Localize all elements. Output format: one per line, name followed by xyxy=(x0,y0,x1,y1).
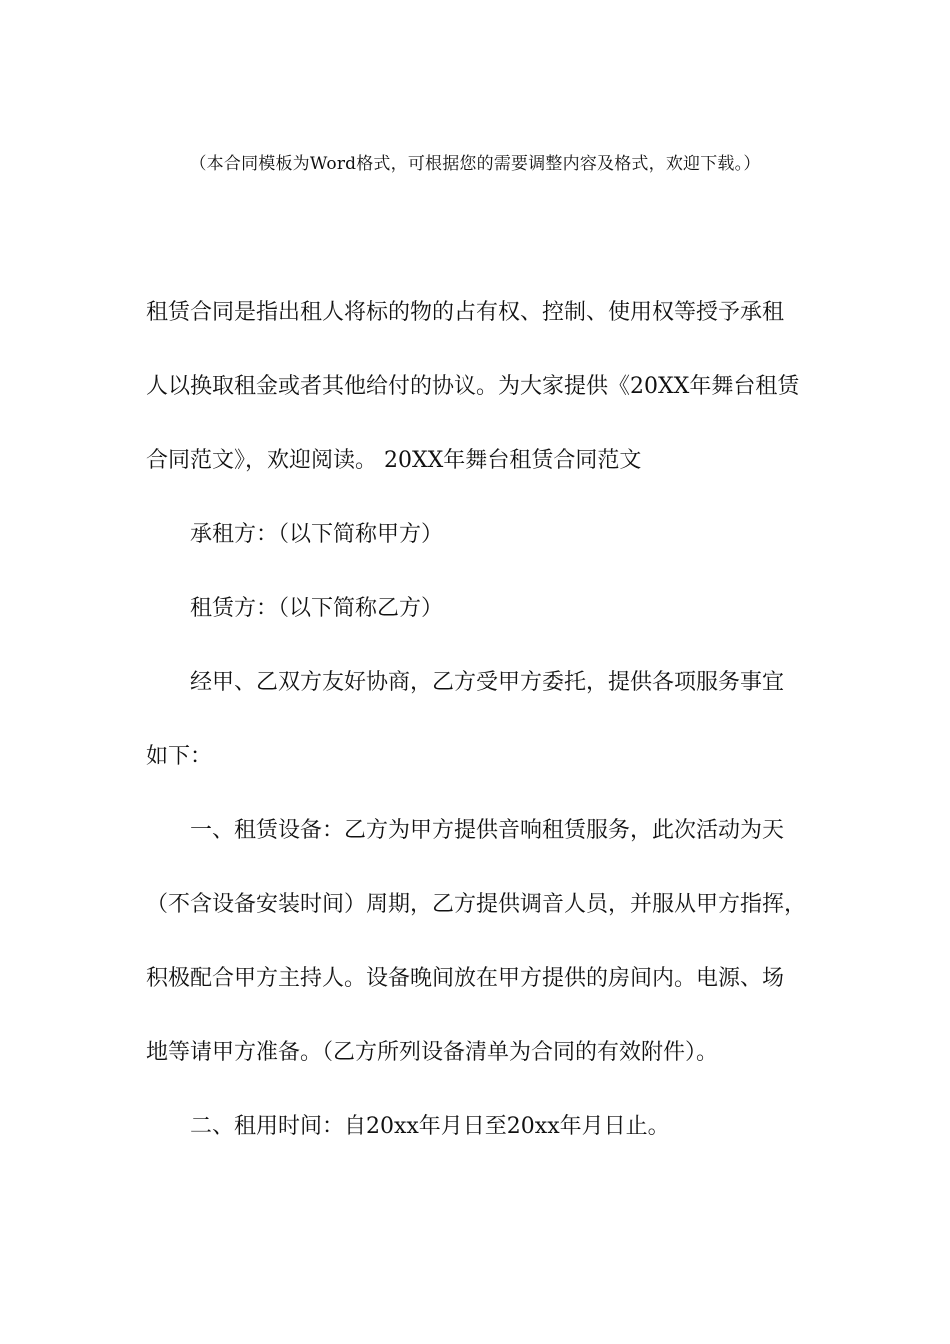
clause-1-line-3: 积极配合甲方主持人。设备晚间放在甲方提供的房间内。电源、场 xyxy=(146,966,785,991)
clause-1-line-4: 地等请甲方准备。（乙方所列设备清单为合同的有效附件）。 xyxy=(146,1040,719,1065)
lessor-line: 租赁方：（以下简称乙方） xyxy=(190,596,444,621)
intro-line-1: 租赁合同是指出租人将标的物的占有权、控制、使用权等授予承租 xyxy=(146,300,785,325)
agreement-line-1: 经甲、乙双方友好协商，乙方受甲方委托，提供各项服务事宜 xyxy=(190,670,785,695)
clause-1-line-1: 一、租赁设备：乙方为甲方提供音响租赁服务，此次活动为天 xyxy=(190,818,785,843)
contract-body xyxy=(146,288,806,1176)
template-note: （本合同模板为Word格式，可根据您的需要调整内容及格式，欢迎下载。） xyxy=(189,154,761,174)
agreement-line-2: 如下： xyxy=(146,744,213,769)
lessee-line: 承租方：（以下简称甲方） xyxy=(190,522,444,547)
clause-2-line-1: 二、租用时间：自20xx年月日至20xx年月日止。 xyxy=(190,1114,670,1139)
clause-1-line-2: （不含设备安装时间）周期，乙方提供调音人员，并服从甲方指挥， xyxy=(146,892,807,917)
intro-line-2: 人以换取租金或者其他给付的协议。为大家提供《20XX年舞台租赁 xyxy=(146,374,800,399)
intro-line-3: 合同范文》，欢迎阅读。 20XX年舞台租赁合同范文 xyxy=(146,448,642,473)
